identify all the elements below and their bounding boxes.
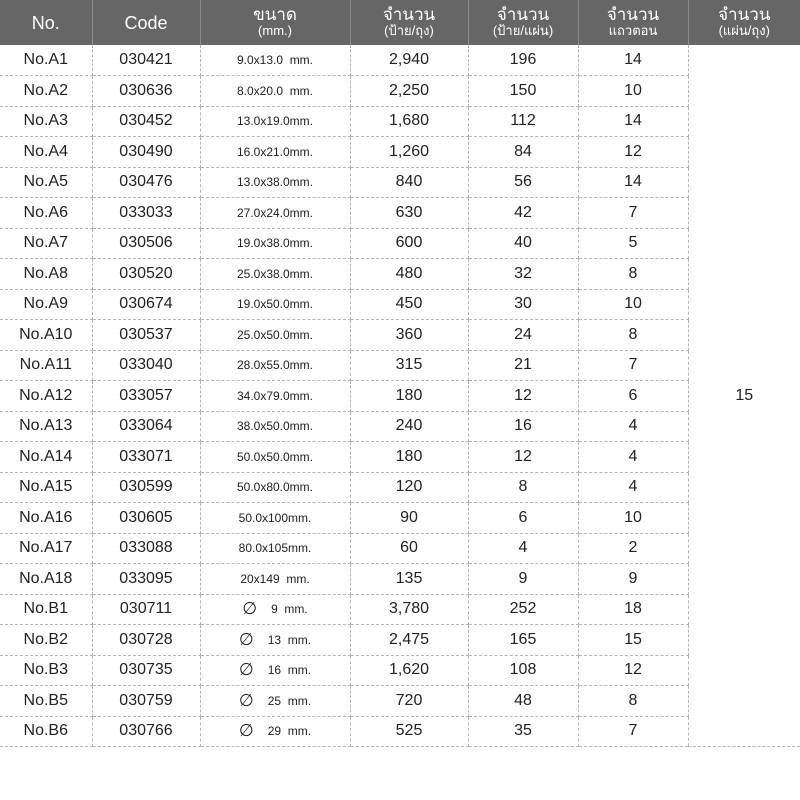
cell-per-bag: 315 [350, 350, 468, 381]
cell-per-bag: 840 [350, 167, 468, 198]
cell-no: No.A15 [0, 472, 92, 503]
size-value: 50.0x80.0mm. [236, 480, 314, 495]
cell-code: 030537 [92, 320, 200, 351]
table-row [0, 533, 800, 564]
cell-no: No.A3 [0, 106, 92, 137]
cell-per-sheet: 56 [468, 167, 578, 198]
cell-size [200, 686, 350, 717]
cell-per-bag: 1,620 [350, 655, 468, 686]
cell-size [200, 503, 350, 534]
header-no: No. [0, 0, 92, 45]
cell-per-row: 14 [578, 45, 688, 76]
table-row [0, 564, 800, 595]
cell-size [200, 320, 350, 351]
size-value: 13.0x19.0mm. [236, 114, 314, 129]
cell-per-row: 18 [578, 594, 688, 625]
table-row [0, 411, 800, 442]
cell-code: 030490 [92, 137, 200, 168]
cell-per-row: 12 [578, 137, 688, 168]
cell-size [200, 716, 350, 747]
cell-per-sheet: 12 [468, 381, 578, 412]
cell-no: No.A14 [0, 442, 92, 473]
cell-per-bag: 600 [350, 228, 468, 259]
cell-per-sheet: 24 [468, 320, 578, 351]
size-value: 9.0x13.0 mm. [236, 53, 314, 67]
header-per-row: จำนวน แถวตอน [578, 0, 688, 45]
cell-per-row: 6 [578, 381, 688, 412]
table-body [0, 45, 800, 747]
cell-per-sheet: 108 [468, 655, 578, 686]
cell-no: No.A2 [0, 76, 92, 107]
table-row [0, 625, 800, 656]
cell-size [200, 472, 350, 503]
size-value: 25.0x38.0mm. [236, 266, 314, 281]
size-value: 34.0x79.0mm. [236, 388, 314, 403]
size-value: 19.0x38.0mm. [236, 236, 314, 251]
header-sheets-per-bag: จำนวน (แผ่น/ถุง) [688, 0, 800, 45]
cell-no: No.A11 [0, 350, 92, 381]
cell-per-sheet: 30 [468, 289, 578, 320]
cell-size [200, 137, 350, 168]
cell-size [200, 442, 350, 473]
cell-code: 030636 [92, 76, 200, 107]
cell-per-bag: 180 [350, 381, 468, 412]
cell-sheets-per-bag: 15 [688, 45, 800, 747]
cell-per-sheet: 48 [468, 686, 578, 717]
cell-no: No.A9 [0, 289, 92, 320]
cell-code: 033088 [92, 533, 200, 564]
table-row [0, 289, 800, 320]
cell-per-sheet: 84 [468, 137, 578, 168]
table-row [0, 137, 800, 168]
size-value: 80.0x105mm. [238, 541, 312, 556]
size-value: 9 mm. [271, 602, 308, 617]
cell-per-bag: 450 [350, 289, 468, 320]
cell-per-bag: 2,940 [350, 45, 468, 76]
size-value: 50.0x50.0mm. [236, 449, 314, 464]
cell-no: No.B2 [0, 625, 92, 656]
cell-per-row: 10 [578, 503, 688, 534]
cell-no: No.A5 [0, 167, 92, 198]
cell-per-sheet: 32 [468, 259, 578, 290]
cell-code: 030766 [92, 716, 200, 747]
cell-per-sheet: 8 [468, 472, 578, 503]
header-per-sheet: จำนวน (ป้าย/แผ่น) [468, 0, 578, 45]
cell-per-sheet: 196 [468, 45, 578, 76]
cell-per-bag: 120 [350, 472, 468, 503]
diameter-icon: ∅ [238, 660, 254, 680]
cell-size [200, 381, 350, 412]
cell-per-row: 15 [578, 625, 688, 656]
cell-size [200, 564, 350, 595]
table-row [0, 198, 800, 229]
cell-no: No.A10 [0, 320, 92, 351]
table-row [0, 381, 800, 412]
table-row [0, 472, 800, 503]
cell-per-row: 8 [578, 259, 688, 290]
cell-code: 030452 [92, 106, 200, 137]
table-row [0, 686, 800, 717]
size-value: 16.0x21.0mm. [236, 144, 314, 159]
table-row [0, 76, 800, 107]
cell-per-row: 4 [578, 411, 688, 442]
cell-no: No.B3 [0, 655, 92, 686]
cell-size [200, 411, 350, 442]
table-row [0, 503, 800, 534]
cell-no: No.A17 [0, 533, 92, 564]
cell-per-bag: 135 [350, 564, 468, 595]
cell-code: 030605 [92, 503, 200, 534]
size-value: 8.0x20.0 mm. [236, 83, 314, 98]
cell-no: No.A7 [0, 228, 92, 259]
cell-per-sheet: 35 [468, 716, 578, 747]
cell-size [200, 198, 350, 229]
table-row [0, 594, 800, 625]
cell-per-sheet: 4 [468, 533, 578, 564]
size-value: 19.0x50.0mm. [236, 297, 314, 312]
cell-per-row: 7 [578, 350, 688, 381]
cell-no: No.A1 [0, 45, 92, 76]
size-value: 29 mm. [267, 724, 312, 739]
diameter-icon: ∅ [238, 629, 254, 649]
cell-code: 030599 [92, 472, 200, 503]
diameter-icon: ∅ [238, 721, 254, 741]
cell-size [200, 655, 350, 686]
cell-per-bag: 1,680 [350, 106, 468, 137]
header-code: Code [92, 0, 200, 45]
cell-size [200, 45, 350, 76]
cell-no: No.B6 [0, 716, 92, 747]
cell-size [200, 228, 350, 259]
cell-per-row: 14 [578, 106, 688, 137]
cell-per-sheet: 40 [468, 228, 578, 259]
size-value: 50.0x100mm. [238, 510, 312, 525]
cell-per-sheet: 112 [468, 106, 578, 137]
cell-per-row: 8 [578, 320, 688, 351]
cell-size [200, 76, 350, 107]
cell-per-bag: 90 [350, 503, 468, 534]
cell-size [200, 533, 350, 564]
cell-code: 030520 [92, 259, 200, 290]
diameter-icon: ∅ [242, 599, 258, 619]
table-row [0, 442, 800, 473]
cell-code: 030506 [92, 228, 200, 259]
cell-size [200, 625, 350, 656]
cell-per-row: 12 [578, 655, 688, 686]
cell-code: 033033 [92, 198, 200, 229]
table-row [0, 716, 800, 747]
cell-per-bag: 1,260 [350, 137, 468, 168]
cell-per-bag: 2,475 [350, 625, 468, 656]
size-value: 38.0x50.0mm. [236, 419, 314, 434]
cell-code: 030728 [92, 625, 200, 656]
size-value: 28.0x55.0mm. [236, 358, 314, 373]
cell-per-bag: 360 [350, 320, 468, 351]
cell-no: No.A18 [0, 564, 92, 595]
cell-per-row: 7 [578, 198, 688, 229]
cell-no: No.A4 [0, 137, 92, 168]
size-value: 27.0x24.0mm. [236, 205, 314, 220]
cell-per-sheet: 150 [468, 76, 578, 107]
cell-per-row: 10 [578, 76, 688, 107]
cell-per-bag: 240 [350, 411, 468, 442]
cell-no: No.A6 [0, 198, 92, 229]
cell-code: 030476 [92, 167, 200, 198]
size-value: 25.0x50.0mm. [236, 327, 314, 342]
cell-per-bag: 2,250 [350, 76, 468, 107]
cell-size [200, 594, 350, 625]
cell-code: 030421 [92, 45, 200, 76]
cell-per-row: 4 [578, 442, 688, 473]
cell-per-bag: 60 [350, 533, 468, 564]
cell-no: No.A13 [0, 411, 92, 442]
cell-per-bag: 525 [350, 716, 468, 747]
cell-per-sheet: 42 [468, 198, 578, 229]
cell-no: No.B5 [0, 686, 92, 717]
cell-per-bag: 3,780 [350, 594, 468, 625]
cell-per-row: 8 [578, 686, 688, 717]
cell-per-sheet: 21 [468, 350, 578, 381]
cell-size [200, 167, 350, 198]
cell-code: 033064 [92, 411, 200, 442]
cell-per-sheet: 6 [468, 503, 578, 534]
cell-per-row: 7 [578, 716, 688, 747]
header-size: ขนาด (mm.) [200, 0, 350, 45]
size-value: 20x149 mm. [240, 571, 310, 586]
cell-no: No.B1 [0, 594, 92, 625]
cell-per-bag: 480 [350, 259, 468, 290]
diameter-icon: ∅ [238, 690, 254, 710]
table-row [0, 320, 800, 351]
table-header [0, 0, 800, 45]
cell-per-row: 2 [578, 533, 688, 564]
cell-per-sheet: 16 [468, 411, 578, 442]
cell-per-bag: 180 [350, 442, 468, 473]
cell-code: 030759 [92, 686, 200, 717]
cell-code: 033057 [92, 381, 200, 412]
cell-code: 033040 [92, 350, 200, 381]
table-row [0, 259, 800, 290]
table-row [0, 106, 800, 137]
cell-per-row: 14 [578, 167, 688, 198]
table-row [0, 655, 800, 686]
cell-size [200, 259, 350, 290]
size-value: 25 mm. [267, 693, 312, 708]
header-per-bag: จำนวน (ป้าย/ถุง) [350, 0, 468, 45]
cell-code: 030674 [92, 289, 200, 320]
size-value: 13 mm. [267, 632, 312, 647]
header-row [0, 0, 800, 45]
table-row [0, 228, 800, 259]
cell-size [200, 106, 350, 137]
table-row [0, 167, 800, 198]
cell-per-row: 5 [578, 228, 688, 259]
size-value: 13.0x38.0mm. [236, 175, 314, 190]
cell-size [200, 289, 350, 320]
table-row [0, 45, 800, 76]
cell-code: 030711 [92, 594, 200, 625]
cell-code: 030735 [92, 655, 200, 686]
size-value: 16 mm. [267, 663, 312, 678]
cell-per-row: 4 [578, 472, 688, 503]
cell-no: No.A8 [0, 259, 92, 290]
cell-per-sheet: 9 [468, 564, 578, 595]
cell-per-sheet: 12 [468, 442, 578, 473]
cell-no: No.A16 [0, 503, 92, 534]
cell-per-sheet: 252 [468, 594, 578, 625]
cell-per-bag: 630 [350, 198, 468, 229]
cell-no: No.A12 [0, 381, 92, 412]
cell-per-bag: 720 [350, 686, 468, 717]
cell-size [200, 350, 350, 381]
cell-code: 033095 [92, 564, 200, 595]
cell-code: 033071 [92, 442, 200, 473]
cell-per-sheet: 165 [468, 625, 578, 656]
table-row [0, 350, 800, 381]
cell-per-row: 10 [578, 289, 688, 320]
cell-per-row: 9 [578, 564, 688, 595]
